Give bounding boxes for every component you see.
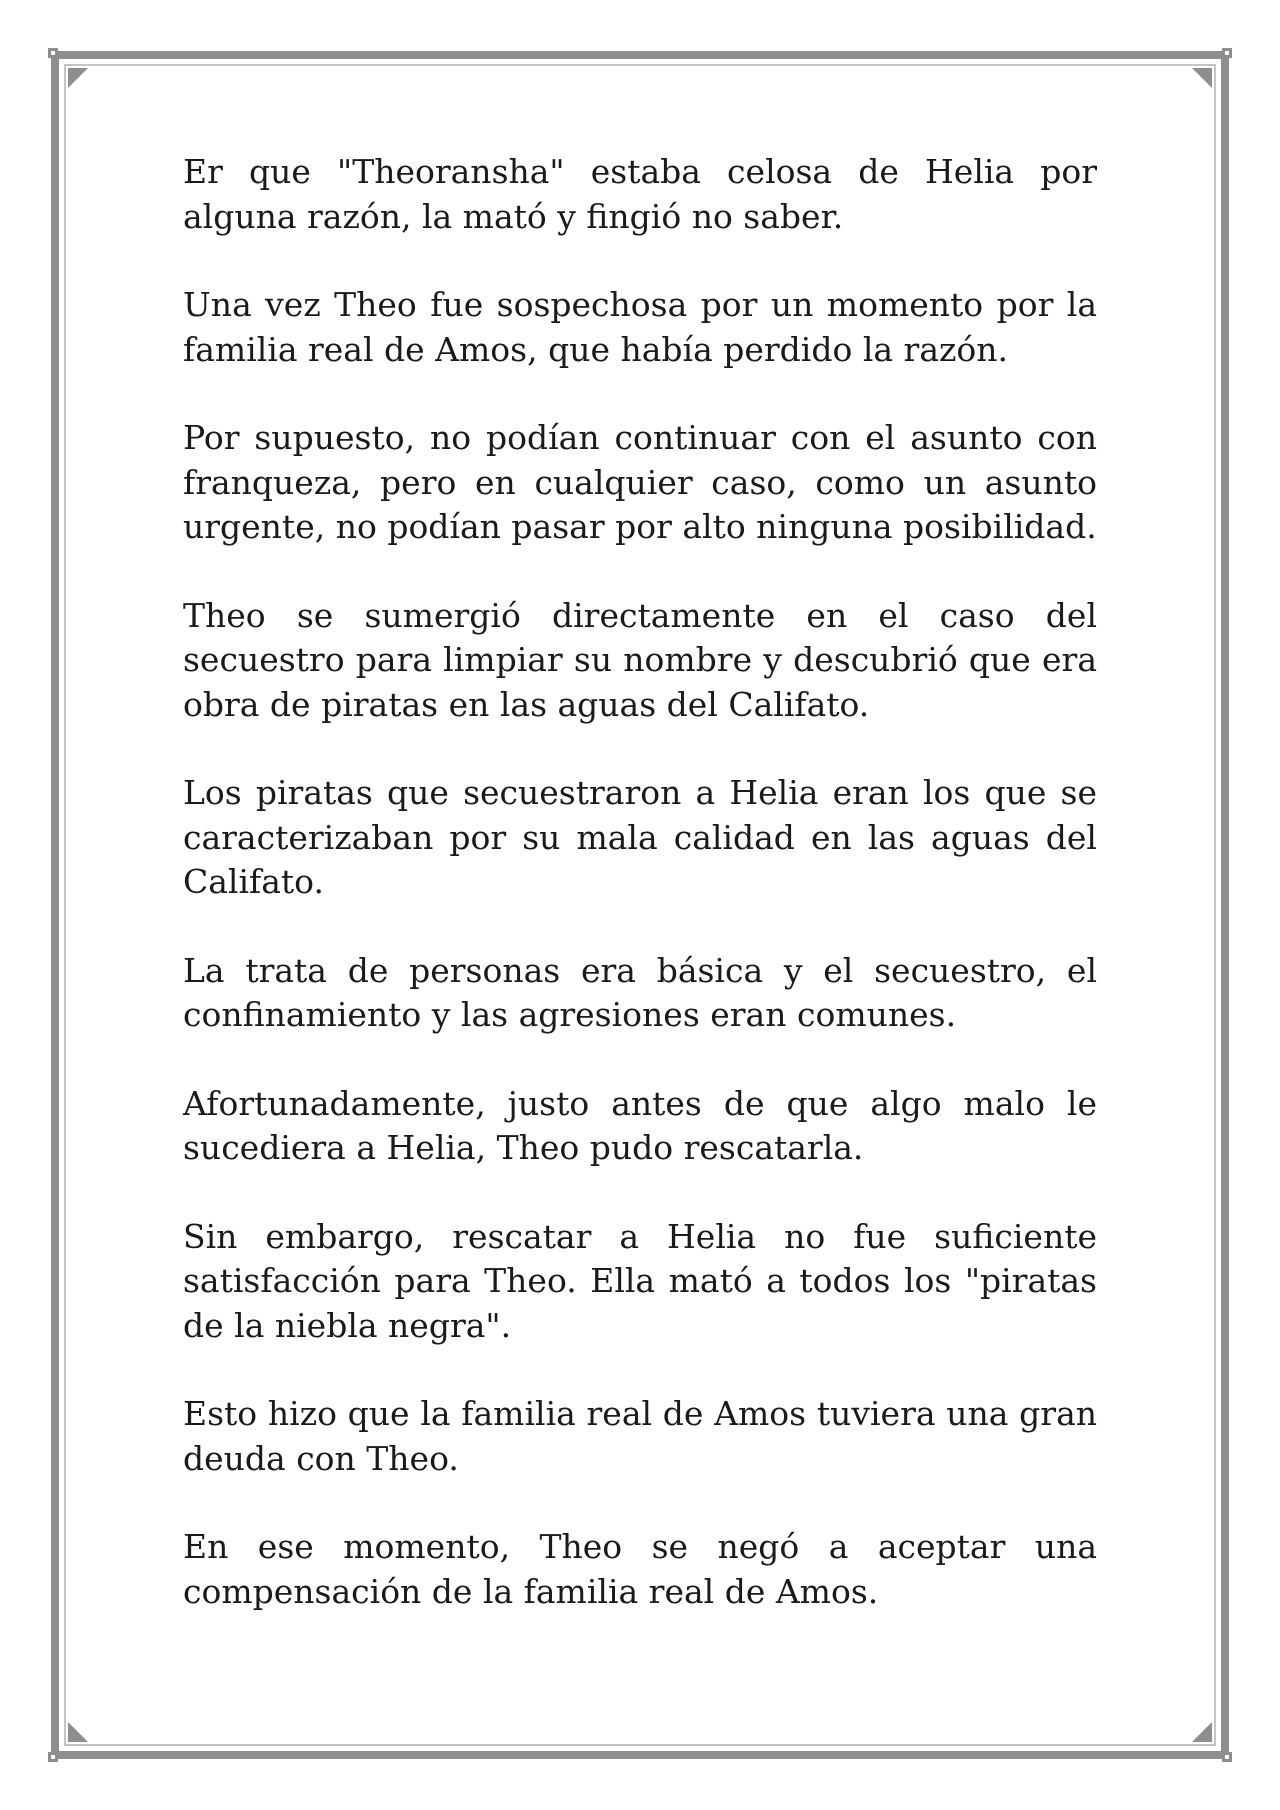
corner-ornament-icon: [1176, 44, 1236, 104]
frame-inner-left: [64, 64, 66, 1746]
frame-border-bottom: [58, 1751, 1222, 1759]
paragraph-6: La trata de personas era básica y el secuestro, el confinamiento y las agresiones eran comunes.: [183, 950, 1097, 1034]
frame-inner-bottom: [64, 1744, 1216, 1746]
frame-border-left: [51, 58, 59, 1752]
paragraph-9: Esto hizo que la familia real de Amos tuviera una gran deuda con Theo.: [183, 1394, 1097, 1478]
document-body: [183, 150, 1097, 1658]
corner-ornament-icon: [44, 1706, 104, 1766]
paragraph-7: Afortunadamente, justo antes de que algo malo le sucediera a Helia, Theo pudo rescatarla.: [183, 1083, 1097, 1167]
frame-border-right: [1221, 58, 1229, 1752]
corner-ornament-icon: [1176, 1706, 1236, 1766]
paragraph-4: Theo se sumergió directamente en el caso del secuestro para limpiar su nombre y descubrió que era obra de piratas en las aguas del Califato.: [183, 595, 1097, 724]
paragraph-5: Los piratas que secuestraron a Helia eran los que se caracterizaban por su mala calidad en las aguas del Califato.: [183, 773, 1097, 901]
paragraph-8: Sin embargo, rescatar a Helia no fue suficiente satisfacción para Theo. Ella mató a todos los "piratas de la niebla negra".: [183, 1216, 1097, 1345]
paragraph-3: Por supuesto, no podían continuar con el asunto con franqueza, pero en cualquier caso, como un asunto urgente, no podían pasar por alto ninguna posibilidad.: [183, 418, 1097, 546]
frame-border-top: [58, 51, 1222, 59]
frame-inner-top: [64, 64, 1216, 66]
corner-ornament-icon: [44, 44, 104, 104]
paragraph-2: Una vez Theo fue sospechosa por un momento por la familia real de Amos, que había perdido la razón.: [183, 285, 1097, 369]
paragraph-10: En ese momento, Theo se negó a aceptar una compensación de la familia real de Amos.: [183, 1527, 1097, 1611]
frame-inner-right: [1214, 64, 1216, 1746]
paragraph-1: Er que "Theoransha" estaba celosa de Helia por alguna razón, la mató y fingió no saber.: [183, 152, 1097, 236]
